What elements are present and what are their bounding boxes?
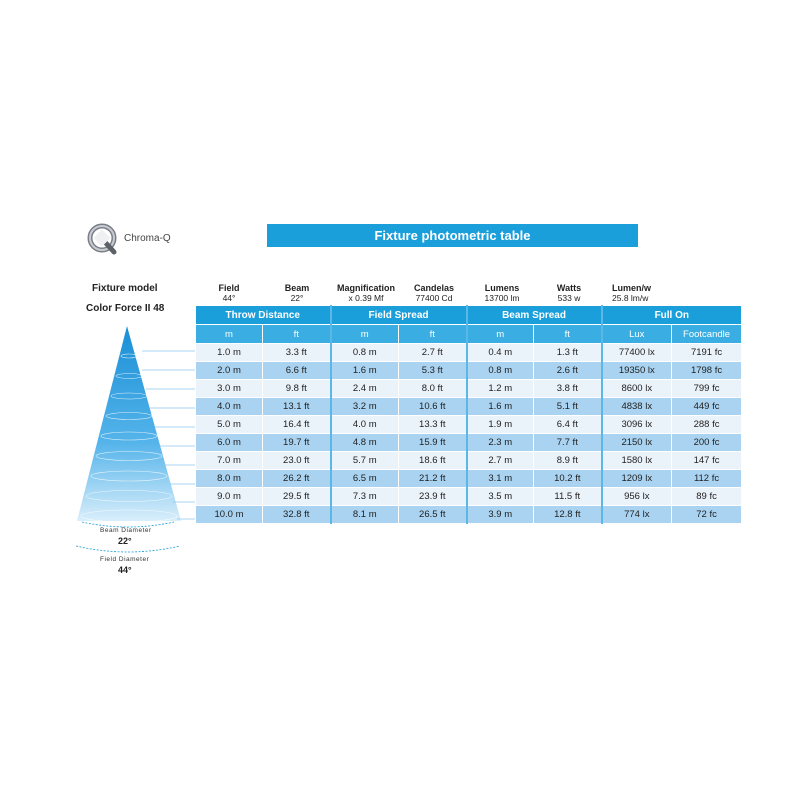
spec-value: 22° xyxy=(290,293,304,303)
group-beam-spread: Beam Spread xyxy=(467,306,602,325)
beam-diameter-value: 22° xyxy=(118,536,132,546)
table-cell: 18.6 ft xyxy=(399,452,467,470)
table-cell: 3096 lx xyxy=(602,416,672,434)
table-cell: 147 fc xyxy=(672,452,742,470)
table-cell: 29.5 ft xyxy=(263,488,331,506)
group-field-spread: Field Spread xyxy=(331,306,467,325)
table-row xyxy=(196,380,742,398)
table-cell: 956 lx xyxy=(602,488,672,506)
spec-magnification xyxy=(330,283,402,303)
table-cell: 2.0 m xyxy=(196,362,263,380)
subheader: Footcandle xyxy=(672,325,742,344)
table-cell: 16.4 ft xyxy=(263,416,331,434)
table-cell: 5.0 m xyxy=(196,416,263,434)
table-cell: 4.0 m xyxy=(331,416,399,434)
subheader: m xyxy=(331,325,399,344)
table-cell: 2.7 ft xyxy=(399,344,467,362)
table-row xyxy=(196,416,742,434)
spec-key: Field xyxy=(218,283,240,293)
spec-value: 77400 Cd xyxy=(415,293,453,303)
table-cell: 6.4 ft xyxy=(534,416,602,434)
table-cell: 10.6 ft xyxy=(399,398,467,416)
table-cell: 2.6 ft xyxy=(534,362,602,380)
beam-diameter-label: Beam Diameter xyxy=(100,527,152,534)
field-diameter-value: 44° xyxy=(118,565,132,575)
table-cell: 0.4 m xyxy=(467,344,534,362)
table-cell: 3.2 m xyxy=(331,398,399,416)
fixture-model-name: Color Force II 48 xyxy=(86,303,165,314)
table-row xyxy=(196,362,742,380)
table-cell: 23.0 ft xyxy=(263,452,331,470)
table-cell: 2.3 m xyxy=(467,434,534,452)
spec-key: Candelas xyxy=(413,283,455,293)
table-cell: 11.5 ft xyxy=(534,488,602,506)
table-cell: 1.0 m xyxy=(196,344,263,362)
table-cell: 799 fc xyxy=(672,380,742,398)
table-cell: 1209 lx xyxy=(602,470,672,488)
spec-key: Lumen/w xyxy=(612,283,652,293)
table-cell: 5.1 ft xyxy=(534,398,602,416)
spec-lumen-per-watt xyxy=(612,283,668,303)
table-cell: 23.9 ft xyxy=(399,488,467,506)
table-cell: 0.8 m xyxy=(467,362,534,380)
table-cell: 9.8 ft xyxy=(263,380,331,398)
table-cell: 5.3 ft xyxy=(399,362,467,380)
table-cell: 3.0 m xyxy=(196,380,263,398)
table-cell: 9.0 m xyxy=(196,488,263,506)
table-cell: 4.8 m xyxy=(331,434,399,452)
spec-key: Magnification xyxy=(337,283,395,293)
table-cell: 3.3 ft xyxy=(263,344,331,362)
beam-cone-diagram xyxy=(72,326,198,536)
table-cell: 15.9 ft xyxy=(399,434,467,452)
subheader: ft xyxy=(263,325,331,344)
table-cell: 8600 lx xyxy=(602,380,672,398)
subheader: ft xyxy=(399,325,467,344)
table-cell: 1.9 m xyxy=(467,416,534,434)
table-cell: 4838 lx xyxy=(602,398,672,416)
table-cell: 3.5 m xyxy=(467,488,534,506)
spec-watts xyxy=(544,283,594,303)
table-cell: 89 fc xyxy=(672,488,742,506)
table-cell: 1.3 ft xyxy=(534,344,602,362)
table-row xyxy=(196,506,742,524)
spec-candelas xyxy=(406,283,462,303)
subheader: Lux xyxy=(602,325,672,344)
brand-name: Chroma-Q xyxy=(124,233,171,244)
table-cell: 3.8 ft xyxy=(534,380,602,398)
table-cell: 10.2 ft xyxy=(534,470,602,488)
table-cell: 7.3 m xyxy=(331,488,399,506)
spec-value: 44° xyxy=(222,293,236,303)
table-cell: 8.1 m xyxy=(331,506,399,524)
group-header-row xyxy=(196,306,742,325)
spec-key: Lumens xyxy=(484,283,520,293)
table-cell: 8.0 ft xyxy=(399,380,467,398)
table-cell: 1.6 m xyxy=(331,362,399,380)
spec-value: 25.8 lm/w xyxy=(612,293,649,303)
fixture-model-label: Fixture model xyxy=(92,283,158,294)
spec-key: Beam xyxy=(284,283,310,293)
table-cell: 6.6 ft xyxy=(263,362,331,380)
table-cell: 2.7 m xyxy=(467,452,534,470)
table-cell: 1.6 m xyxy=(467,398,534,416)
table-cell: 6.0 m xyxy=(196,434,263,452)
table-cell: 72 fc xyxy=(672,506,742,524)
spec-value: 533 w xyxy=(557,293,581,303)
table-cell: 3.1 m xyxy=(467,470,534,488)
table-cell: 4.0 m xyxy=(196,398,263,416)
table-cell: 200 fc xyxy=(672,434,742,452)
spec-value: 13700 lm xyxy=(484,293,520,303)
table-cell: 449 fc xyxy=(672,398,742,416)
table-cell: 1798 fc xyxy=(672,362,742,380)
sub-header-row xyxy=(196,325,742,344)
table-cell: 8.9 ft xyxy=(534,452,602,470)
table-row xyxy=(196,452,742,470)
beam-cone-shape xyxy=(77,326,181,521)
spec-key: Watts xyxy=(556,283,582,293)
table-cell: 2150 lx xyxy=(602,434,672,452)
table-cell: 77400 lx xyxy=(602,344,672,362)
table-cell: 112 fc xyxy=(672,470,742,488)
table-cell: 2.4 m xyxy=(331,380,399,398)
table-cell: 3.9 m xyxy=(467,506,534,524)
table-cell: 7191 fc xyxy=(672,344,742,362)
table-cell: 13.3 ft xyxy=(399,416,467,434)
table-cell: 19350 lx xyxy=(602,362,672,380)
table-cell: 13.1 ft xyxy=(263,398,331,416)
table-cell: 10.0 m xyxy=(196,506,263,524)
table-cell: 5.7 m xyxy=(331,452,399,470)
table-cell: 288 fc xyxy=(672,416,742,434)
table-row xyxy=(196,398,742,416)
chroma-q-logo-icon xyxy=(86,222,120,256)
table-cell: 32.8 ft xyxy=(263,506,331,524)
table-cell: 8.0 m xyxy=(196,470,263,488)
table-cell: 21.2 ft xyxy=(399,470,467,488)
table-row xyxy=(196,488,742,506)
spec-beam xyxy=(277,283,317,303)
spec-value: x 0.39 Mf xyxy=(348,293,384,303)
spec-field xyxy=(209,283,249,303)
table-cell: 26.5 ft xyxy=(399,506,467,524)
photometric-table xyxy=(195,305,742,524)
table-cell: 6.5 m xyxy=(331,470,399,488)
table-cell: 19.7 ft xyxy=(263,434,331,452)
spec-lumens xyxy=(474,283,530,303)
table-cell: 12.8 ft xyxy=(534,506,602,524)
field-diameter-label: Field Diameter xyxy=(100,556,150,563)
subheader: m xyxy=(467,325,534,344)
table-row xyxy=(196,344,742,362)
table-cell: 1.2 m xyxy=(467,380,534,398)
table-cell: 774 lx xyxy=(602,506,672,524)
subheader: ft xyxy=(534,325,602,344)
table-row xyxy=(196,434,742,452)
table-cell: 1580 lx xyxy=(602,452,672,470)
table-cell: 26.2 ft xyxy=(263,470,331,488)
subheader: m xyxy=(196,325,263,344)
group-throw-distance: Throw Distance xyxy=(196,306,331,325)
page-title: Fixture photometric table xyxy=(267,224,638,247)
table-cell: 7.0 m xyxy=(196,452,263,470)
table-cell: 7.7 ft xyxy=(534,434,602,452)
table-row xyxy=(196,470,742,488)
brand-logo xyxy=(86,222,226,258)
group-full-on: Full On xyxy=(602,306,742,325)
table-cell: 0.8 m xyxy=(331,344,399,362)
